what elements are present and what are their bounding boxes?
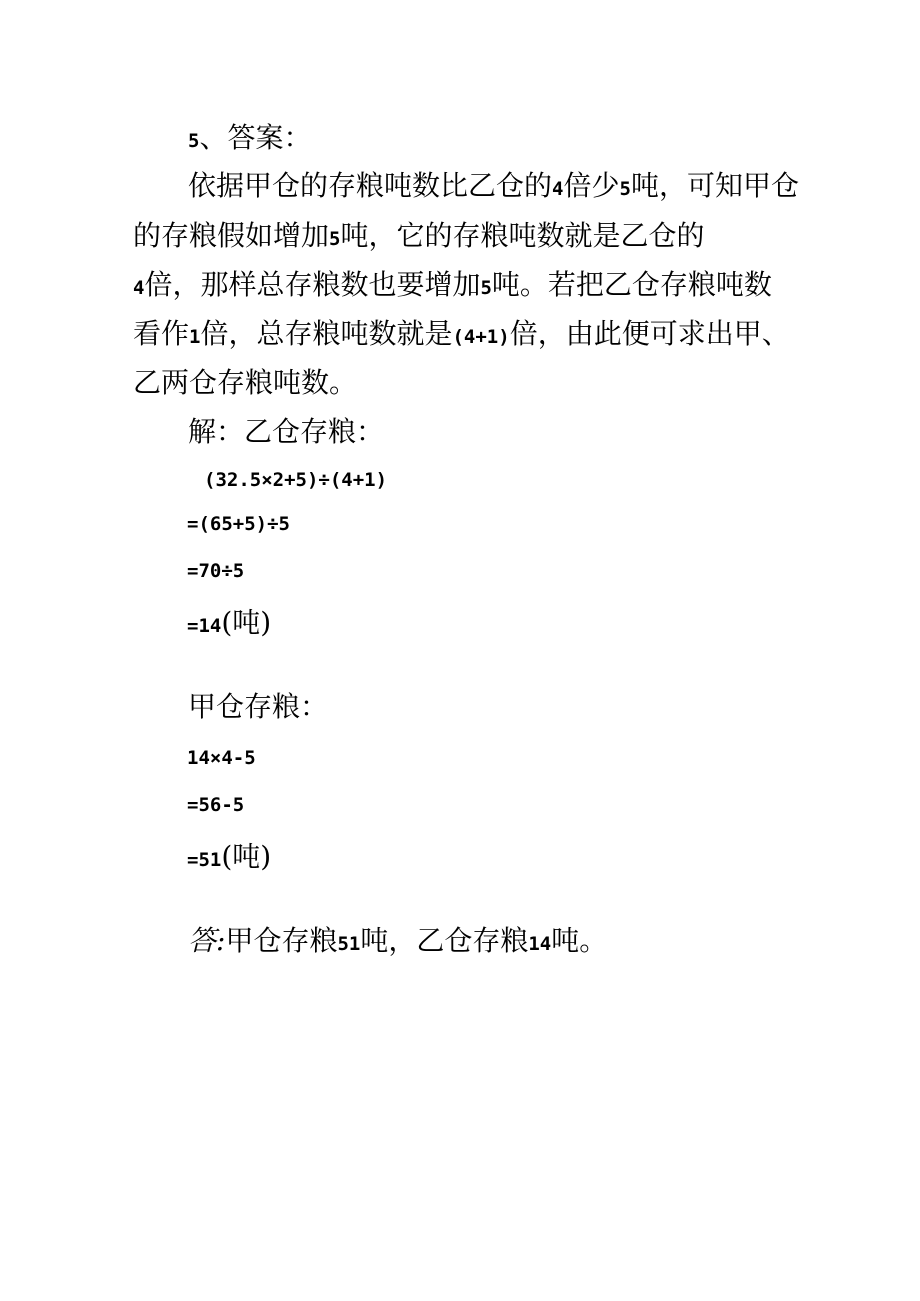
number-run: 4	[133, 277, 145, 299]
text-run: 倍，那样总存粮数也要增加	[144, 268, 481, 301]
jia-result	[187, 840, 271, 877]
jia-step-1: 14×4-5	[187, 747, 256, 769]
question-number: 5	[188, 130, 200, 152]
jia-step-2: =56-5	[187, 794, 245, 816]
text-run: 倍，总存粮吨数就是	[200, 317, 453, 350]
number-run: 51	[337, 933, 361, 955]
yi-step-1: (32.5×2+5)÷(4+1)	[204, 469, 388, 491]
text-run: 的存粮假如增加	[133, 219, 330, 252]
solution-label: 解：乙仓存粮：	[188, 415, 385, 448]
jia-label: 甲仓存粮：	[188, 690, 329, 723]
result-number: =51	[187, 849, 222, 871]
text-run: 吨。	[551, 924, 608, 957]
yi-step-3: =70÷5	[187, 560, 245, 582]
number-run: (4+1)	[452, 326, 510, 348]
number-run: 4	[552, 178, 564, 200]
result-unit: (吨)	[221, 606, 272, 639]
explanation-line-4	[133, 317, 790, 354]
text-run: 甲仓存粮	[225, 924, 338, 957]
text-run: 倍少	[563, 169, 620, 202]
explanation-line-1	[188, 169, 799, 206]
result-number: =14	[187, 615, 222, 637]
explanation-line-3	[133, 268, 772, 305]
number-run: 5	[329, 228, 341, 250]
text-run: 看作	[133, 317, 190, 350]
number-run: 5	[480, 277, 492, 299]
number-run: 1	[189, 326, 201, 348]
yi-step-2: =(65+5)÷5	[187, 513, 290, 535]
final-answer	[188, 924, 607, 961]
text-run: 吨，乙仓存粮	[360, 924, 529, 957]
explanation-line-2	[133, 219, 704, 256]
heading-title: 、答案：	[199, 121, 312, 154]
explanation-line-5: 乙两仓存粮吨数。	[133, 366, 358, 399]
answer-prefix: 答:	[188, 924, 226, 957]
number-run: 14	[528, 933, 552, 955]
text-run: 倍，由此便可求出甲、	[509, 317, 790, 350]
text-run: 依据甲仓的存粮吨数比乙仓的	[188, 169, 553, 202]
text-run: 吨，可知甲仓	[630, 169, 799, 202]
answer-heading	[188, 121, 311, 158]
yi-result	[187, 606, 271, 643]
number-run: 5	[619, 178, 631, 200]
text-run: 吨。若把乙仓存粮吨数	[491, 268, 772, 301]
result-unit: (吨)	[221, 840, 272, 873]
text-run: 吨，它的存粮吨数就是乙仓的	[340, 219, 705, 252]
